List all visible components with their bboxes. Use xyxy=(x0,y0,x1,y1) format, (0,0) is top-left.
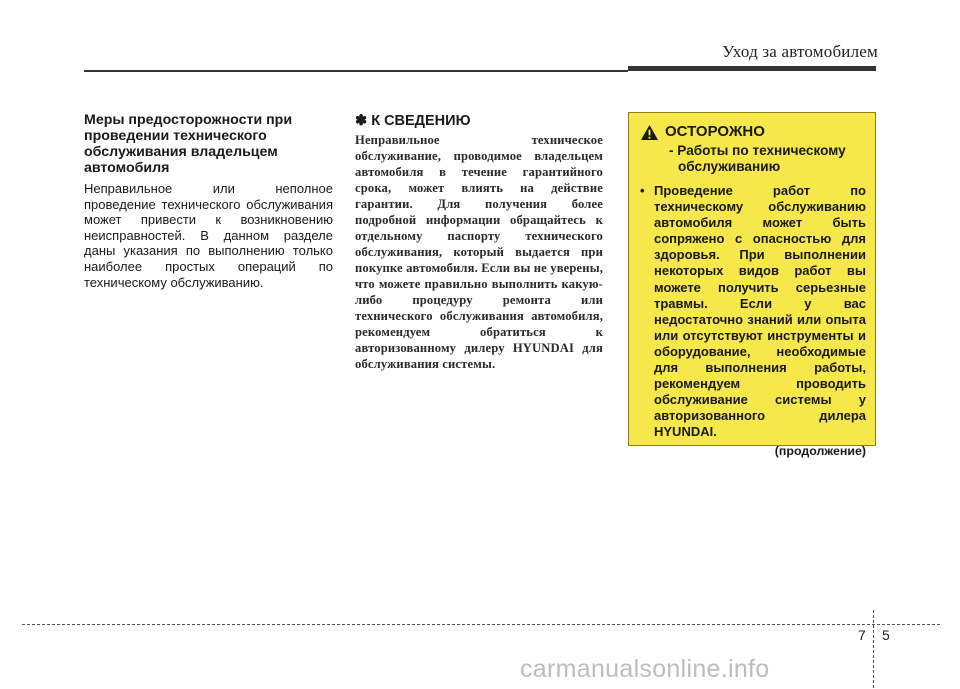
header-rule-thin xyxy=(84,70,628,72)
footer-divider xyxy=(22,624,940,625)
bullet-icon: • xyxy=(640,183,645,198)
caution-item xyxy=(640,183,866,441)
notice-heading xyxy=(355,112,603,130)
notice-heading-text: К СВЕДЕНИЮ xyxy=(371,113,471,129)
warning-triangle-icon xyxy=(640,124,659,141)
caution-box xyxy=(628,112,876,458)
caution-text: Проведение работ по техническому обслуживанию автомобиля может быть сопряжено с опасностью для здоровья. При выполнении некоторых видов работ вы можете получить серьезные травмы. Если у вас недостаточно знаний или опыта или отсутствуют инструменты и оборудование, необходимые для выполнения работы, рекомендуем проводить обслуживание системы у авторизованного дилера HYUNDAI. xyxy=(654,183,866,440)
section-heading: Меры предосторожности при проведении технического обслуживания владельцем автомобиля xyxy=(84,112,293,176)
chapter-number: 7 xyxy=(858,627,866,643)
caution-title: ОСТОРОЖНО xyxy=(665,123,765,140)
caution-subtitle: - Работы по техническому обслуживанию xyxy=(669,143,846,174)
page-number: 5 xyxy=(882,627,890,643)
caution-continued: (продолжение) xyxy=(774,443,866,458)
watermark: carmanualsonline.info xyxy=(520,655,770,683)
notice-body: Неправильное техническое обслуживание, проводимое владельцем автомобиля в течение гарантийного срока, может влиять на действие гарантии. Для получения более подробной информации обращайтесь к отдельному паспорту технического обслуживания, который выдается при покупке автомобиля. Если вы не уверены, что можете правильно выполнить какую-либо процедуру ремонта или технического обслуживания автомобиля, рекомендуем обратиться к авторизованному дилеру HYUNDAI для обслуживания системы. xyxy=(355,133,603,371)
notice-symbol-icon: ✽ xyxy=(355,113,368,129)
page-header-title: Уход за автомобилем xyxy=(722,42,878,61)
header-rule-thick xyxy=(628,66,876,71)
page-number-separator xyxy=(873,610,874,688)
notice-column xyxy=(355,112,603,372)
caution-header xyxy=(640,123,866,141)
left-column xyxy=(84,112,333,290)
section-body: Неправильное или неполное проведение технического обслуживания может привести к возникновению неисправностей. В данном разделе даны указания по выполнению только наиболее простых операций по техническому обслуживанию. xyxy=(84,181,333,290)
